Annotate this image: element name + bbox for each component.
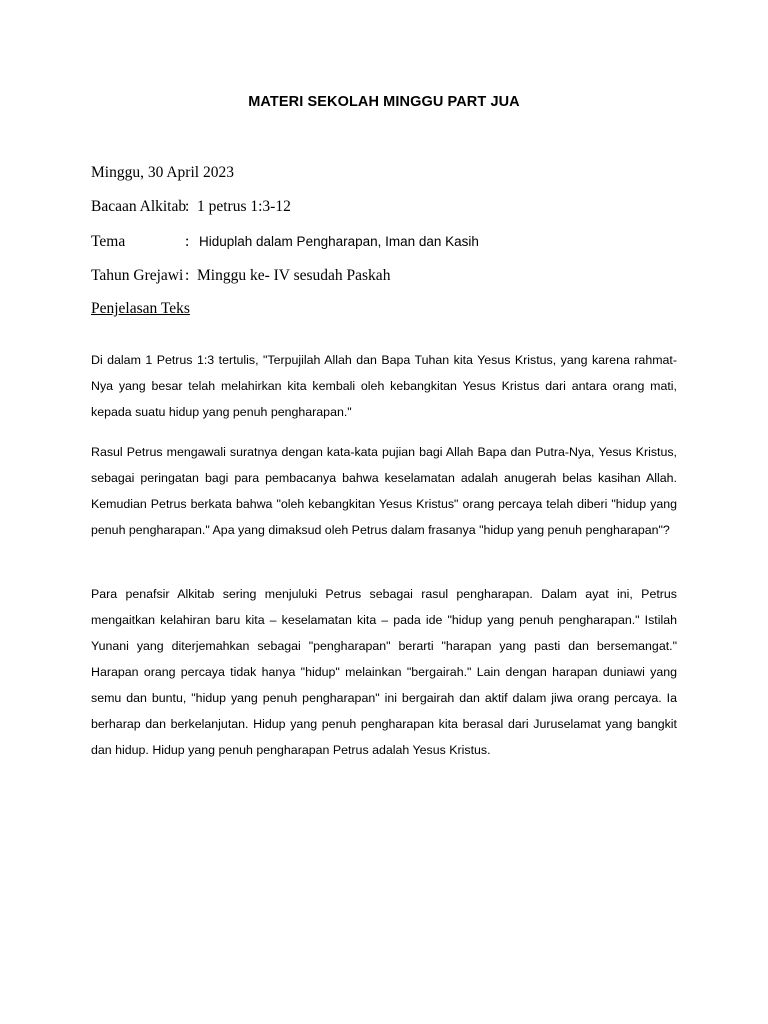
tahun-value: Minggu ke- IV sesudah Paskah	[197, 267, 391, 284]
bacaan-separator: :	[185, 198, 190, 215]
paragraph-3: Para penafsir Alkitab sering menjuluki Petrus sebagai rasul pengharapan. Dalam ayat ini, Petrus mengaitkan kelahiran baru kita – keselamatan kita – pada ide "hidup yang penuh pengharapan." Istilah Yunani yang diterjemahkan sebagai "pengharapan" berarti "harapan yang pasti dan bersemangat." Harapan orang percaya tidak hanya "hidup" melainkan "bergairah." Lain dengan harapan duniawi yang semu dan buntu, "hidup yang penuh pengharapan" ini bergairah dan aktif dalam jiwa orang percaya. Ia berharap dan berkelanjutan. Hidup yang penuh pengharapan kita berasal dari Juruselamat yang bangkit dan hidup. Hidup yang penuh pengharapan Petrus adalah Yesus Kristus.	[91, 587, 677, 758]
paragraph-2: Rasul Petrus mengawali suratnya dengan kata-kata pujian bagi Allah Bapa dan Putra-Nya, Yesus Kristus, sebagai peringatan bagi para pembacanya bahwa keselamatan adalah anugerah belas kasihan Allah. Kemudian Petrus berkata bahwa "oleh kebangkitan Yesus Kristus" orang percaya telah diberi "hidup yang penuh pengharapan." Apa yang dimaksud oleh Petrus dalam frasanya "hidup yang penuh pengharapan"?	[91, 445, 677, 538]
paragraph-1: Di dalam 1 Petrus 1:3 tertulis, "Terpujilah Allah dan Bapa Tuhan kita Yesus Kristus, yang karena rahmat-Nya yang besar telah melahirkan kita kembali oleh kebangkitan Yesus Kristus dari antara orang mati, kepada suatu hidup yang penuh pengharapan."	[91, 353, 677, 420]
tema-separator: :	[185, 233, 190, 250]
tema-line	[91, 233, 479, 251]
tahun-label: Tahun Grejawi	[91, 267, 184, 284]
date-line: Minggu, 30 April 2023	[91, 164, 234, 181]
bacaan-line	[91, 198, 291, 216]
tema-label: Tema	[91, 233, 126, 250]
bacaan-value: 1 petrus 1:3-12	[197, 198, 291, 215]
tema-value: Hiduplah dalam Pengharapan, Iman dan Kasih	[199, 234, 479, 249]
tahun-line	[91, 267, 390, 285]
bacaan-label: Bacaan Alkitab	[91, 198, 187, 215]
section-heading: Penjelasan Teks	[91, 300, 190, 317]
document-title: MATERI SEKOLAH MINGGU PART JUA	[248, 94, 520, 110]
tahun-separator: :	[185, 267, 190, 284]
